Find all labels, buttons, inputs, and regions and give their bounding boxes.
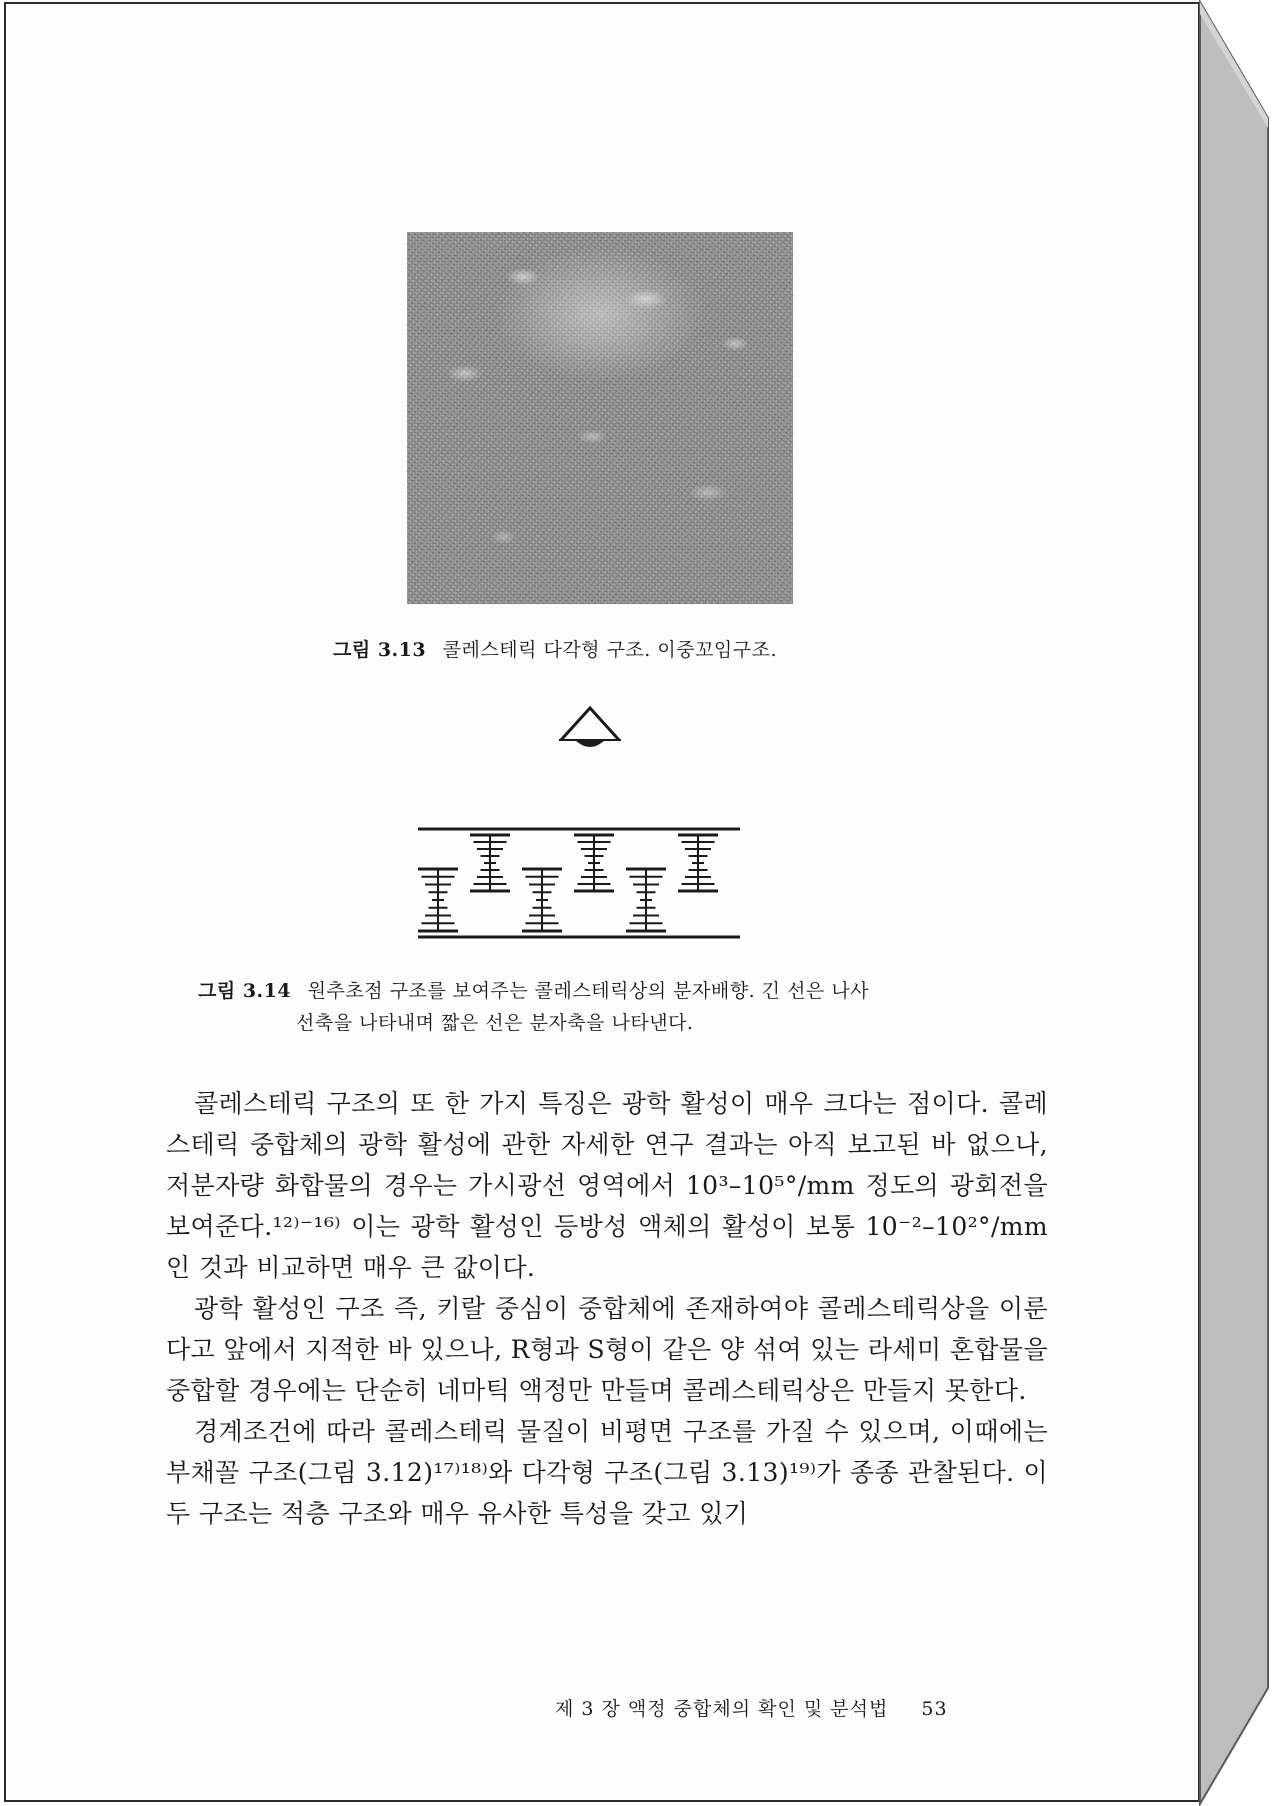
molecule-stack (418, 869, 458, 931)
paragraph-3: 경계조건에 따라 콜레스테릭 물질이 비평면 구조를 가질 수 있으며, 이때에는 부채꼴 구조(그림 3.12)¹⁷⁾¹⁸⁾와 다각형 구조(그림 3.13)¹⁹⁾가 종종 관찰된다. 이 두 구조는 적층 구조와 매우 유사한 특성을 갖고 있기 (166, 1417, 1048, 1528)
molecular-arrangement (418, 835, 718, 931)
figure-3-13-label: 그림 3.13 (333, 639, 427, 661)
figure-3-14-label: 그림 3.14 (198, 980, 292, 1002)
molecule-stack (470, 835, 510, 891)
molecule-stack (678, 835, 718, 891)
eye-icon (555, 700, 625, 750)
molecule-stack (626, 869, 666, 931)
paragraph-1: 콜레스테릭 구조의 또 한 가지 특징은 광학 활성이 매우 크다는 점이다. 콜레스테릭 중합체의 광학 활성에 관한 자세한 연구 결과는 아직 보고된 바 없으나, 저분자량 화합물의 경우는 가시광선 영역에서 10³–10⁵°/mm 정도의 광회전을 보여준다.¹²⁾⁻¹⁶⁾ 이는 광학 활성인 등방성 액체의 활성이 보통 10⁻²–10²°/mm인 것과 비교하면 매우 큰 값이다. (166, 1089, 1048, 1282)
page-number: 53 (921, 1698, 948, 1720)
figure-3-13-photo (407, 232, 793, 604)
paragraph-2: 광학 활성인 구조 즉, 키랄 중심이 중합체에 존재하여야 콜레스테릭상을 이룬다고 앞에서 지적한 바 있으나, R형과 S형이 같은 양 섞여 있는 라세미 혼합물을 중합할 경우에는 단순히 네마틱 액정만 만들며 콜레스테릭상은 만들지 못한다. (166, 1294, 1048, 1405)
figure-3-13-text: 콜레스테릭 다각형 구조. 이중꼬임구조. (442, 639, 778, 661)
molecule-stack (522, 869, 562, 931)
molecule-stack (574, 835, 614, 891)
figure-3-14-diagram (418, 825, 740, 945)
figure-3-14-caption (198, 975, 869, 1039)
page-footer (555, 1694, 948, 1721)
body-text (166, 1083, 1048, 1534)
chapter-title: 제 3 장 액정 중합체의 확인 및 분석법 (555, 1698, 889, 1720)
figure-3-13-caption (333, 635, 777, 662)
figure-3-14-text-line1: 원추초점 구조를 보여주는 콜레스테릭상의 분자배향. 긴 선은 나사 (307, 980, 870, 1002)
figure-3-14-text-line2: 선축을 나타내며 짧은 선은 분자축을 나타낸다. (296, 1012, 694, 1034)
